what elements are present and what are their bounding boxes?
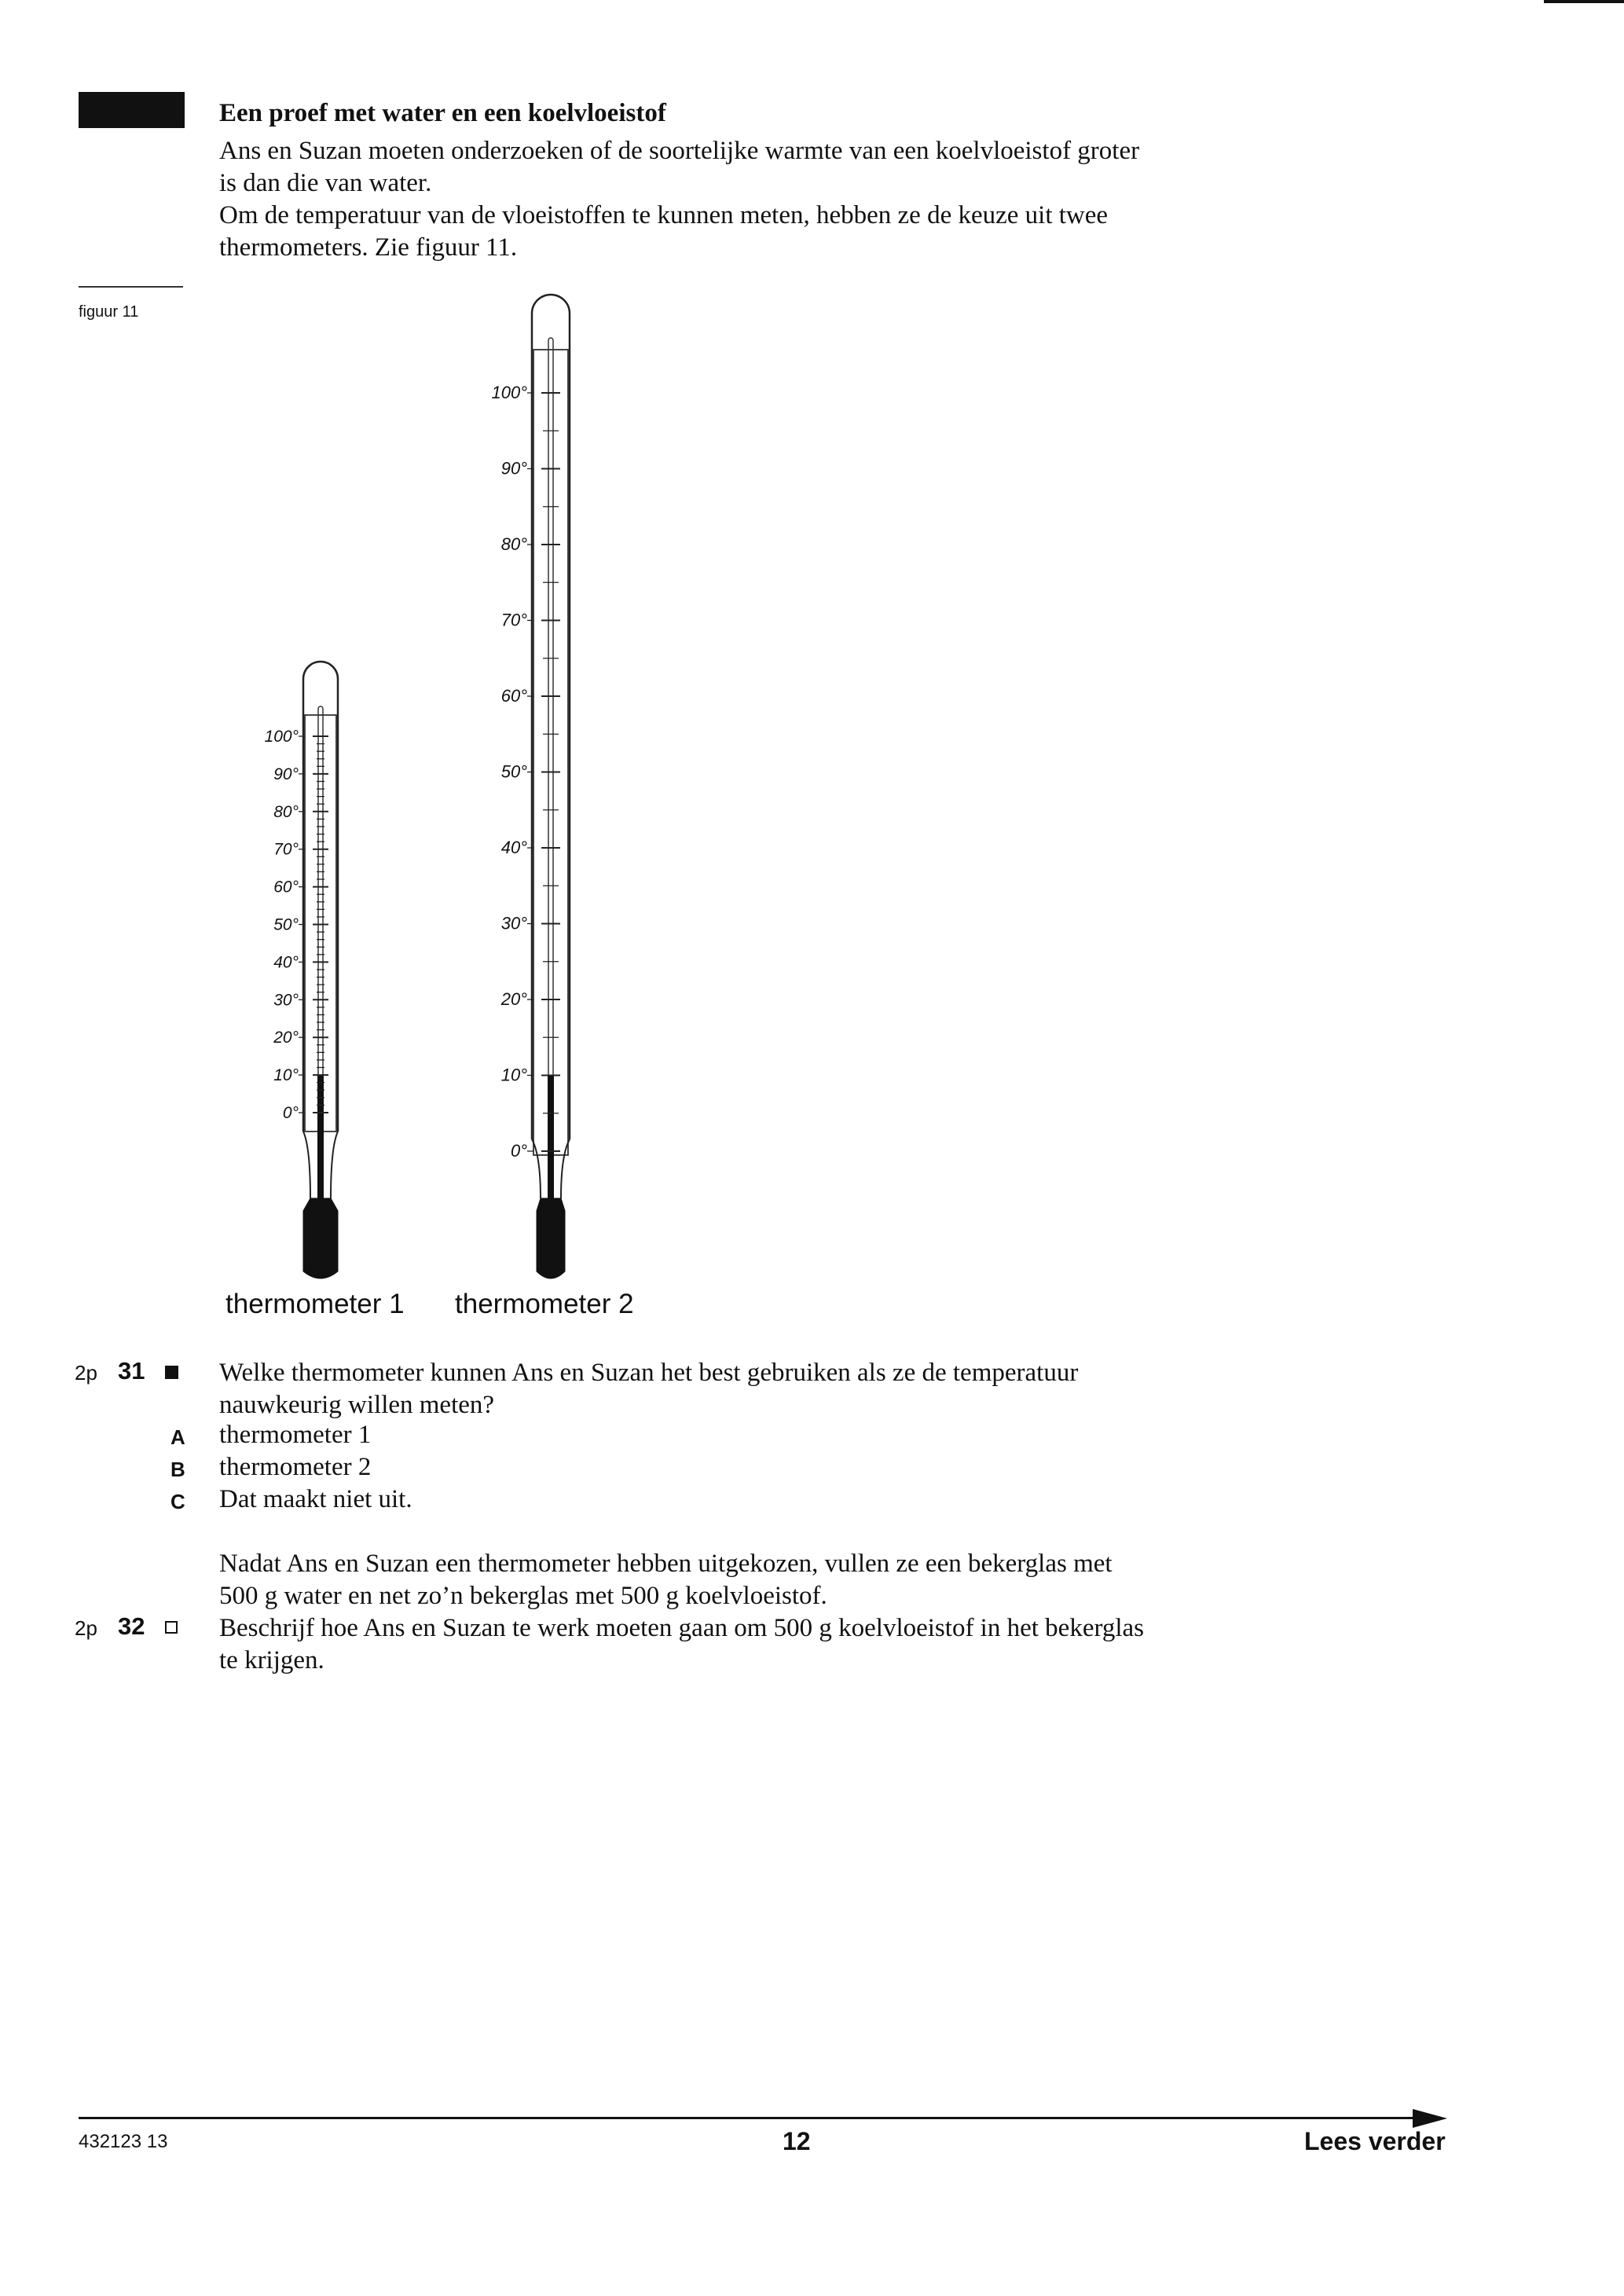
scale-label: 0° xyxy=(510,1141,527,1161)
option-b-letter: B xyxy=(170,1458,185,1481)
scale-label: 90° xyxy=(273,765,299,783)
scale-label: 0° xyxy=(282,1104,299,1122)
thermometer-1 xyxy=(265,662,338,1278)
filled-square-icon xyxy=(165,1365,178,1379)
capillary-top xyxy=(318,706,323,709)
question-32-number: 32 xyxy=(118,1612,145,1640)
question-32-points: 2p xyxy=(75,1616,97,1640)
scale-label: 80° xyxy=(500,534,527,554)
scale-label: 30° xyxy=(273,991,299,1010)
footer-rule xyxy=(79,2117,1414,2119)
thermometer-bulb xyxy=(537,1198,565,1278)
question-31-number: 31 xyxy=(118,1357,145,1385)
question-32-line-2: te krijgen. xyxy=(219,1646,324,1674)
continue-label: Lees verder xyxy=(1304,2127,1446,2155)
option-c-letter: C xyxy=(170,1490,185,1513)
thermometer-neck-left xyxy=(303,1131,310,1198)
intro-line-3: Om de temperatuur van de vloeistoffen te kunnen meten, hebben ze de keuze uit twee xyxy=(219,201,1109,229)
liquid-column xyxy=(548,1076,554,1201)
option-c-text: Dat maakt niet uit. xyxy=(219,1485,412,1513)
scale-label: 40° xyxy=(500,838,527,857)
thermometer-bulb xyxy=(303,1198,338,1278)
option-a-letter: A xyxy=(170,1425,185,1449)
question-32-intro-line-2: 500 g water en net zo’n bekerglas met 500 g koelvloeistof. xyxy=(219,1582,827,1610)
scale-label: 50° xyxy=(500,761,527,782)
thermometer-outline xyxy=(532,295,570,1139)
figure-label: figuur 11 xyxy=(79,303,139,321)
page-number: 12 xyxy=(783,2127,811,2155)
section-title: Een proef met water en een koelvloeistof xyxy=(219,99,666,127)
scale-label: 20° xyxy=(273,1029,299,1047)
thermometer-2 xyxy=(491,295,570,1278)
footer-code: 432123 13 xyxy=(79,2131,168,2152)
thermometer-outline xyxy=(303,662,338,1131)
scale-card xyxy=(305,715,336,1131)
open-square-icon xyxy=(165,1620,178,1634)
scale-card xyxy=(533,350,568,1155)
scale-label: 10° xyxy=(500,1065,527,1085)
thermometer-2-caption: thermometer 2 xyxy=(455,1289,634,1319)
question-31-line-1: Welke thermometer kunnen Ans en Suzan het best gebruiken als ze de temperatuur xyxy=(219,1359,1079,1387)
scale-label: 50° xyxy=(273,915,299,934)
scale-label: 70° xyxy=(500,610,527,630)
capillary-top xyxy=(548,338,553,340)
scale-label: 30° xyxy=(500,913,527,933)
intro-line-4: thermometers. Zie figuur 11. xyxy=(219,233,518,262)
scale-label: 60° xyxy=(500,686,527,706)
scale-label: 20° xyxy=(500,989,527,1009)
scale-label: 80° xyxy=(273,802,299,821)
intro-line-1: Ans en Suzan moeten onderzoeken of de soortelijke warmte van een koelvloeistof groter xyxy=(219,137,1140,165)
intro-line-2: is dan die van water. xyxy=(219,169,432,197)
scale-label: 70° xyxy=(273,840,299,859)
option-b-text: thermometer 2 xyxy=(219,1453,372,1481)
liquid-column xyxy=(317,1075,324,1200)
thermometer-neck-right xyxy=(331,1131,338,1198)
question-32-line-1: Beschrijf hoe Ans en Suzan te werk moeten gaan om 500 g koelvloeistof in het bekerglas xyxy=(219,1614,1145,1642)
scale-label: 100° xyxy=(264,728,299,746)
question-32-intro-line-1: Nadat Ans en Suzan een thermometer hebben uitgekozen, vullen ze een bekerglas met xyxy=(219,1550,1113,1578)
scale-label: 10° xyxy=(273,1066,299,1085)
scale-label: 100° xyxy=(491,383,527,402)
scale-label: 40° xyxy=(273,953,299,972)
scale-label: 90° xyxy=(500,458,527,479)
scale-label: 60° xyxy=(273,878,299,897)
arrow-right-icon xyxy=(1413,2109,1447,2128)
thermometer-1-caption: thermometer 1 xyxy=(225,1289,405,1319)
question-31-points: 2p xyxy=(75,1361,97,1385)
option-a-text: thermometer 1 xyxy=(219,1421,372,1449)
question-31-line-2: nauwkeurig willen meten? xyxy=(219,1391,495,1419)
